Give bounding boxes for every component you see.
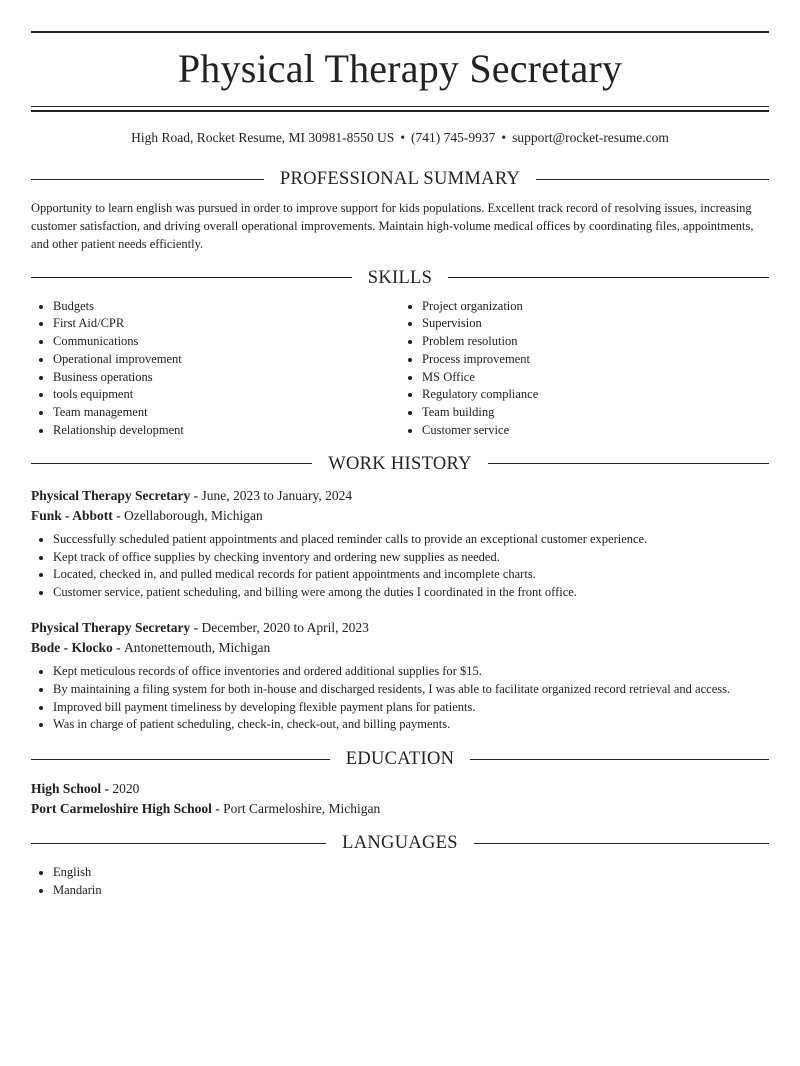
- skill-item: • Process improvement: [422, 351, 769, 369]
- job-location: Ozellaborough, Michigan: [124, 507, 263, 523]
- job-bullet: • Kept meticulous records of office inventories and ordered additional supplies for $15.: [53, 663, 769, 681]
- resume-page: [0, 31, 800, 900]
- skill-item: • Regulatory compliance: [422, 386, 769, 404]
- skills-column-right: [400, 298, 769, 440]
- language-item: • Mandarin: [53, 882, 769, 900]
- education-location: Port Carmeloshire, Michigan: [223, 801, 381, 817]
- contact-line: [31, 129, 769, 147]
- language-item: • English: [53, 864, 769, 882]
- contact-phone: (741) 745-9937: [411, 130, 496, 145]
- education-school: Port Carmeloshire High School: [31, 801, 212, 817]
- section-heading-education: [31, 747, 769, 771]
- section-title: LANGUAGES: [342, 833, 458, 854]
- contact-address: High Road, Rocket Resume, MI 30981-8550 US: [131, 130, 395, 145]
- job-company-line: Funk - Abbott - Ozellaborough, Michigan: [31, 507, 263, 523]
- languages-list: [31, 864, 769, 900]
- skill-item: • Relationship development: [53, 422, 400, 440]
- job-entry: [31, 618, 769, 734]
- skill-item: • MS Office: [422, 369, 769, 387]
- bullet-separator: •: [501, 130, 507, 145]
- job-company-line: Bode - Klocko - Antonettemouth, Michigan: [31, 640, 271, 656]
- skill-item: • Supervision: [422, 315, 769, 333]
- job-dates: June, 2023 to January, 2024: [201, 487, 353, 503]
- job-bullet: • By maintaining a filing system for both in-house and discharged residents, I was able to facilitate organized record retrieval and access.: [53, 681, 769, 699]
- skill-item: • Operational improvement: [53, 351, 400, 369]
- job-bullet: • Located, checked in, and pulled medical records for patient appointments and incomplete charts.: [53, 566, 769, 584]
- skill-item: • Budgets: [53, 298, 400, 316]
- section-title: EDUCATION: [345, 749, 455, 770]
- education-degree: High School: [31, 781, 102, 797]
- job-bullet: • Kept track of office supplies by checking inventory and ordering new supplies as needed.: [53, 549, 769, 567]
- summary-text: Opportunity to learn english was pursued in order to improve support for kids populations. Excellent track record of resolving issues, increasing customer satisfaction, and driving overall operational improvements. Maintain high-volume medical offices by coordinating files, appointments, and other patient needs efficiently.: [31, 201, 754, 251]
- skill-item: • Team management: [53, 404, 400, 422]
- bullet-separator: •: [400, 130, 406, 145]
- section-heading-skills: [31, 266, 769, 290]
- skills-column-left: [31, 298, 400, 440]
- skill-item: • Problem resolution: [422, 333, 769, 351]
- section-title: SKILLS: [367, 267, 433, 288]
- job-bullet: • Successfully scheduled patient appointments and placed reminder calls to provide an exceptional customer experience.: [53, 531, 769, 549]
- skill-item: • First Aid/CPR: [53, 315, 400, 333]
- skill-item: • Customer service: [422, 422, 769, 440]
- job-role: Physical Therapy Secretary: [31, 620, 191, 636]
- job-company: Funk - Abbott: [31, 507, 113, 523]
- skills-list: [31, 298, 769, 440]
- job-bullet: • Improved bill payment timeliness by developing flexible payment plans for patients.: [53, 699, 769, 717]
- skill-item: • Business operations: [53, 369, 400, 387]
- job-company: Bode - Klocko: [31, 640, 113, 656]
- skill-item: • Project organization: [422, 298, 769, 316]
- education-entry: [31, 779, 769, 819]
- job-bullets: [31, 663, 769, 734]
- job-role: Physical Therapy Secretary: [31, 487, 191, 503]
- education-degree-line: High School - 2020: [31, 781, 140, 797]
- job-bullets: [31, 531, 769, 602]
- job-title-line: Physical Therapy Secretary - December, 2020 to April, 2023: [31, 620, 369, 636]
- section-heading-work-history: [31, 452, 769, 476]
- skill-item: • Communications: [53, 333, 400, 351]
- job-bullet: • Customer service, patient scheduling, and billing were among the duties I coordinated in the front office.: [53, 584, 769, 602]
- education-year: 2020: [112, 781, 140, 797]
- section-heading-summary: [31, 167, 769, 191]
- skill-item: • Team building: [422, 404, 769, 422]
- job-entry: [31, 486, 769, 602]
- section-title: PROFESSIONAL SUMMARY: [279, 169, 521, 189]
- job-title-line: Physical Therapy Secretary - June, 2023 to January, 2024: [31, 487, 353, 503]
- contact-email: support@rocket-resume.com: [512, 130, 669, 145]
- skill-item: • tools equipment: [53, 386, 400, 404]
- job-location: Antonettemouth, Michigan: [124, 640, 271, 656]
- section-heading-languages: [31, 831, 769, 855]
- top-rule: [31, 31, 769, 33]
- candidate-name: Physical Therapy Secretary: [177, 46, 623, 91]
- education-school-line: Port Carmeloshire High School - Port Carmeloshire, Michigan: [31, 801, 381, 817]
- header-double-rule: [31, 106, 769, 112]
- section-title: WORK HISTORY: [328, 453, 472, 474]
- job-dates: December, 2020 to April, 2023: [201, 620, 369, 636]
- job-bullet: • Was in charge of patient scheduling, check-in, check-out, and billing payments.: [53, 716, 769, 734]
